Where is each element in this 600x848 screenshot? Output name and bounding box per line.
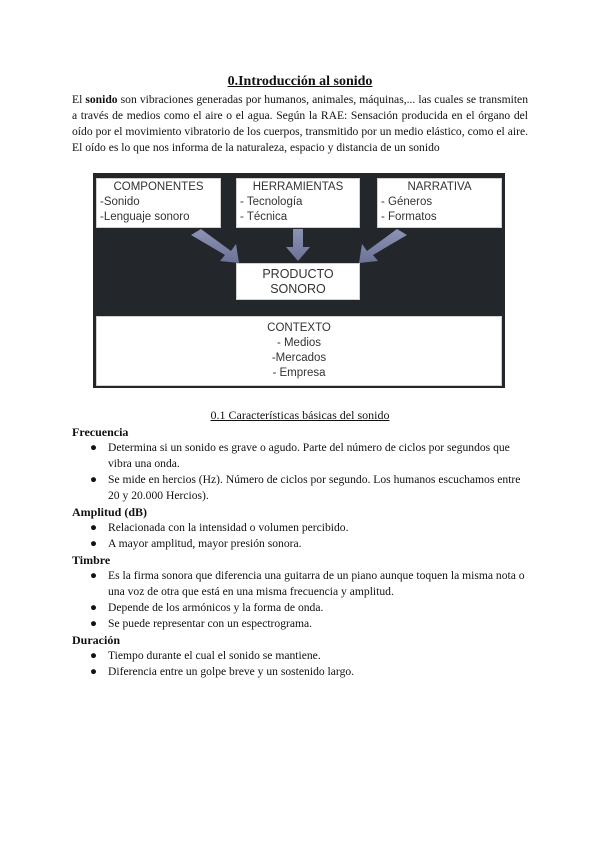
sound-product-diagram [93,173,505,388]
bullet-icon: ● [90,441,98,454]
section-title: Duración [72,633,120,647]
list-item [72,648,532,664]
section-subtitle: 0.1 Características básicas del sonido [210,408,390,422]
arrow-right-icon [359,229,407,263]
bullet-text: Determina si un sonido es grave o agudo. Parte del número de ciclos por segundos que vibra una onda. [108,441,510,470]
arrow-down-icon [286,229,310,261]
bullet-text: Tiempo durante el cual el sonido se mantiene. [108,649,321,662]
characteristics-list [72,424,532,680]
bullet-icon: ● [90,649,98,662]
bullet-icon: ● [90,665,98,678]
bullet-list [72,568,532,632]
componentes-item: -Sonido [100,196,140,208]
bullet-text: Es la firma sonora que diferencia una guitarra de un piano aunque toquen la misma nota o una voz de otra que está en una misma frecuencia y amplitud. [108,569,525,598]
bullet-icon: ● [90,601,98,614]
bullet-text: Diferencia entre un golpe breve y un sostenido largo. [108,665,355,678]
producto-sonoro-box [236,263,360,300]
section-title: Frecuencia [72,425,129,439]
contexto-item: - Empresa [272,367,326,379]
intro-text: son vibraciones generadas por humanos, animales, máquinas,... las cuales se transmiten a través de medios como el aire o el agua. Según la RAE: Sensación producida en el órgano del oído por el movimiento vibratorio de los cuerpos, transmitido por un medio elástico, como el aire. El oído es lo que nos informa de la naturaleza, espacio y distancia de un sonido [72,93,528,154]
arrow-left-icon [191,229,239,263]
bullet-text: Se mide en hercios (Hz). Número de ciclos por segundo. Los humanos escuchamos entre 20 y 20.000 Hercios). [108,473,521,502]
intro-paragraph [72,92,528,156]
intro-prefix: El [72,93,86,106]
bullet-list [72,440,532,504]
bullet-icon: ● [90,473,98,486]
intro-bold-word: sonido [85,93,118,106]
contexto-item: - Medios [276,337,322,349]
componentes-box [96,178,221,228]
section-title: Amplitud (dB) [72,505,148,519]
narrativa-item: - Formatos [381,211,437,223]
list-item [72,568,532,600]
list-item [72,440,532,472]
list-item [72,600,532,616]
bullet-text: Se puede representar con un espectrograma. [108,617,313,630]
componentes-title: COMPONENTES [113,181,204,193]
herramientas-title: HERRAMIENTAS [252,181,344,193]
narrativa-item: - Géneros [381,196,433,208]
bullet-list [72,648,532,680]
narrativa-box [377,178,502,228]
componentes-item: -Lenguaje sonoro [100,211,190,223]
contexto-box [96,316,502,386]
producto-line1: PRODUCTO [262,267,334,281]
bullet-icon: ● [90,537,98,550]
herramientas-item: - Técnica [240,211,288,223]
herramientas-box [236,178,360,228]
producto-line2: SONORO [270,282,326,296]
section-timbre [72,552,532,632]
bullet-icon: ● [90,617,98,630]
herramientas-item: - Tecnología [240,196,303,208]
bullet-text: Depende de los armónicos y la forma de onda. [108,601,324,614]
list-item [72,520,532,536]
bullet-icon: ● [90,521,98,534]
list-item [72,536,532,552]
section-title: Timbre [72,553,111,567]
section-frecuencia [72,424,532,504]
list-item [72,616,532,632]
contexto-title: CONTEXTO [267,322,331,334]
bullet-text: Relacionada con la intensidad o volumen percibido. [108,521,349,534]
bullet-icon: ● [90,569,98,582]
narrativa-title: NARRATIVA [407,181,472,193]
bullet-list [72,520,532,552]
page-title: 0.Introducción al sonido [227,74,373,89]
bullet-text: A mayor amplitud, mayor presión sonora. [108,537,302,550]
contexto-item: -Mercados [271,352,327,364]
section-duracion [72,632,532,680]
list-item [72,472,532,504]
list-item [72,664,532,680]
section-amplitud [72,504,532,552]
